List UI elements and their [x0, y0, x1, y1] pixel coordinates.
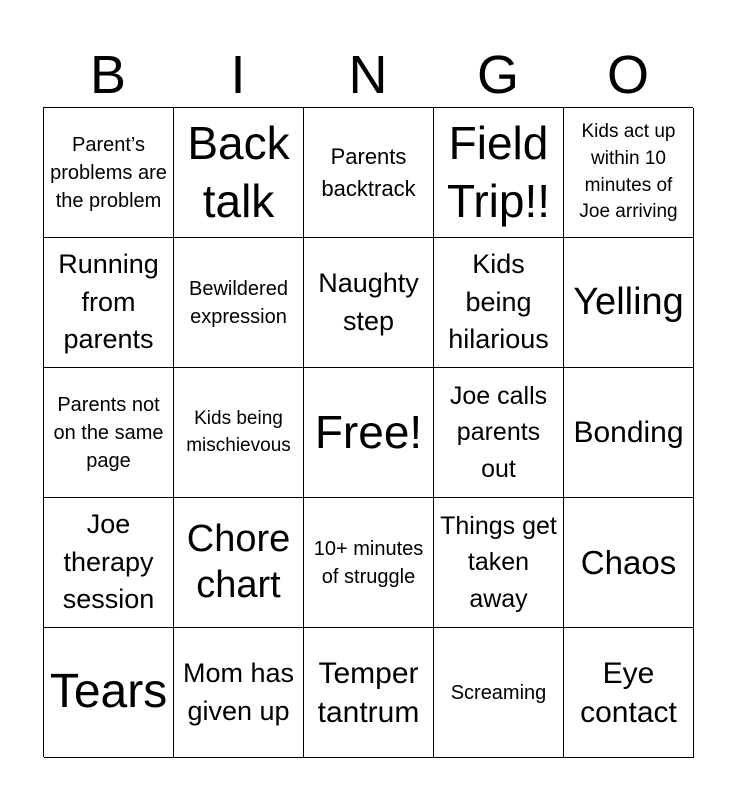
- bingo-header: [43, 44, 693, 106]
- cell-text: Free!: [314, 405, 423, 458]
- bingo-cell[interactable]: [304, 498, 434, 628]
- cell-text: Eye contact: [580, 656, 677, 729]
- cell-text: Running from parents: [58, 248, 159, 355]
- cell-text: Kids being mischievous: [186, 407, 291, 456]
- cell-text: Bonding: [573, 416, 684, 449]
- header-letter-g: G: [476, 45, 519, 105]
- bingo-cell[interactable]: [44, 108, 174, 238]
- bingo-cell[interactable]: [174, 498, 304, 628]
- cell-text: Chaos: [580, 543, 677, 581]
- header-letter-i: I: [230, 45, 246, 105]
- header-letter-o: O: [606, 45, 649, 105]
- bingo-cell[interactable]: [44, 238, 174, 368]
- cell-text: Kids being hilarious: [448, 248, 549, 355]
- cell-text: Tears: [49, 665, 168, 719]
- bingo-board: [43, 107, 693, 757]
- bingo-cell[interactable]: [434, 368, 564, 498]
- cell-text: Parents backtrack: [321, 143, 416, 201]
- cell-text: Parents not on the same page: [53, 393, 164, 472]
- bingo-cell[interactable]: [174, 628, 304, 758]
- cell-text: Joe therapy session: [62, 508, 155, 615]
- cell-text: Bewildered expression: [189, 277, 288, 328]
- bingo-cell[interactable]: [44, 498, 174, 628]
- bingo-cell[interactable]: [564, 238, 694, 368]
- cell-text: Kids act up within 10 minutes of Joe arriving: [579, 121, 678, 223]
- header-letter-n: N: [348, 45, 388, 105]
- bingo-cell[interactable]: [44, 368, 174, 498]
- bingo-cell[interactable]: [304, 368, 434, 498]
- cell-text: Naughty step: [318, 267, 419, 336]
- bingo-cell[interactable]: [564, 498, 694, 628]
- cell-text: Temper tantrum: [317, 656, 420, 729]
- cell-text: Things get taken away: [440, 512, 557, 613]
- cell-text: Yelling: [573, 280, 684, 323]
- bingo-cell[interactable]: [434, 238, 564, 368]
- bingo-cell[interactable]: [434, 108, 564, 238]
- cell-text: Joe calls parents out: [449, 382, 548, 483]
- bingo-cell[interactable]: [564, 628, 694, 758]
- cell-text: Chore chart: [186, 517, 291, 606]
- cell-text: Screaming: [450, 681, 547, 704]
- bingo-cell[interactable]: [44, 628, 174, 758]
- bingo-cell[interactable]: [304, 238, 434, 368]
- bingo-cell[interactable]: [564, 368, 694, 498]
- bingo-cell[interactable]: [304, 108, 434, 238]
- cell-text: Mom has given up: [182, 657, 295, 726]
- bingo-cell[interactable]: [564, 108, 694, 238]
- bingo-cell[interactable]: [174, 238, 304, 368]
- bingo-cell[interactable]: [434, 498, 564, 628]
- bingo-cell[interactable]: [174, 108, 304, 238]
- cell-text: Back talk: [187, 117, 290, 227]
- cell-text: 10+ minutes of struggle: [313, 537, 424, 588]
- bingo-cell[interactable]: [434, 628, 564, 758]
- cell-text: Field Trip!!: [446, 117, 551, 227]
- bingo-cell[interactable]: [304, 628, 434, 758]
- header-letter-b: B: [89, 45, 127, 105]
- bingo-cell[interactable]: [174, 368, 304, 498]
- cell-text: Parent’s problems are the problem: [50, 133, 167, 212]
